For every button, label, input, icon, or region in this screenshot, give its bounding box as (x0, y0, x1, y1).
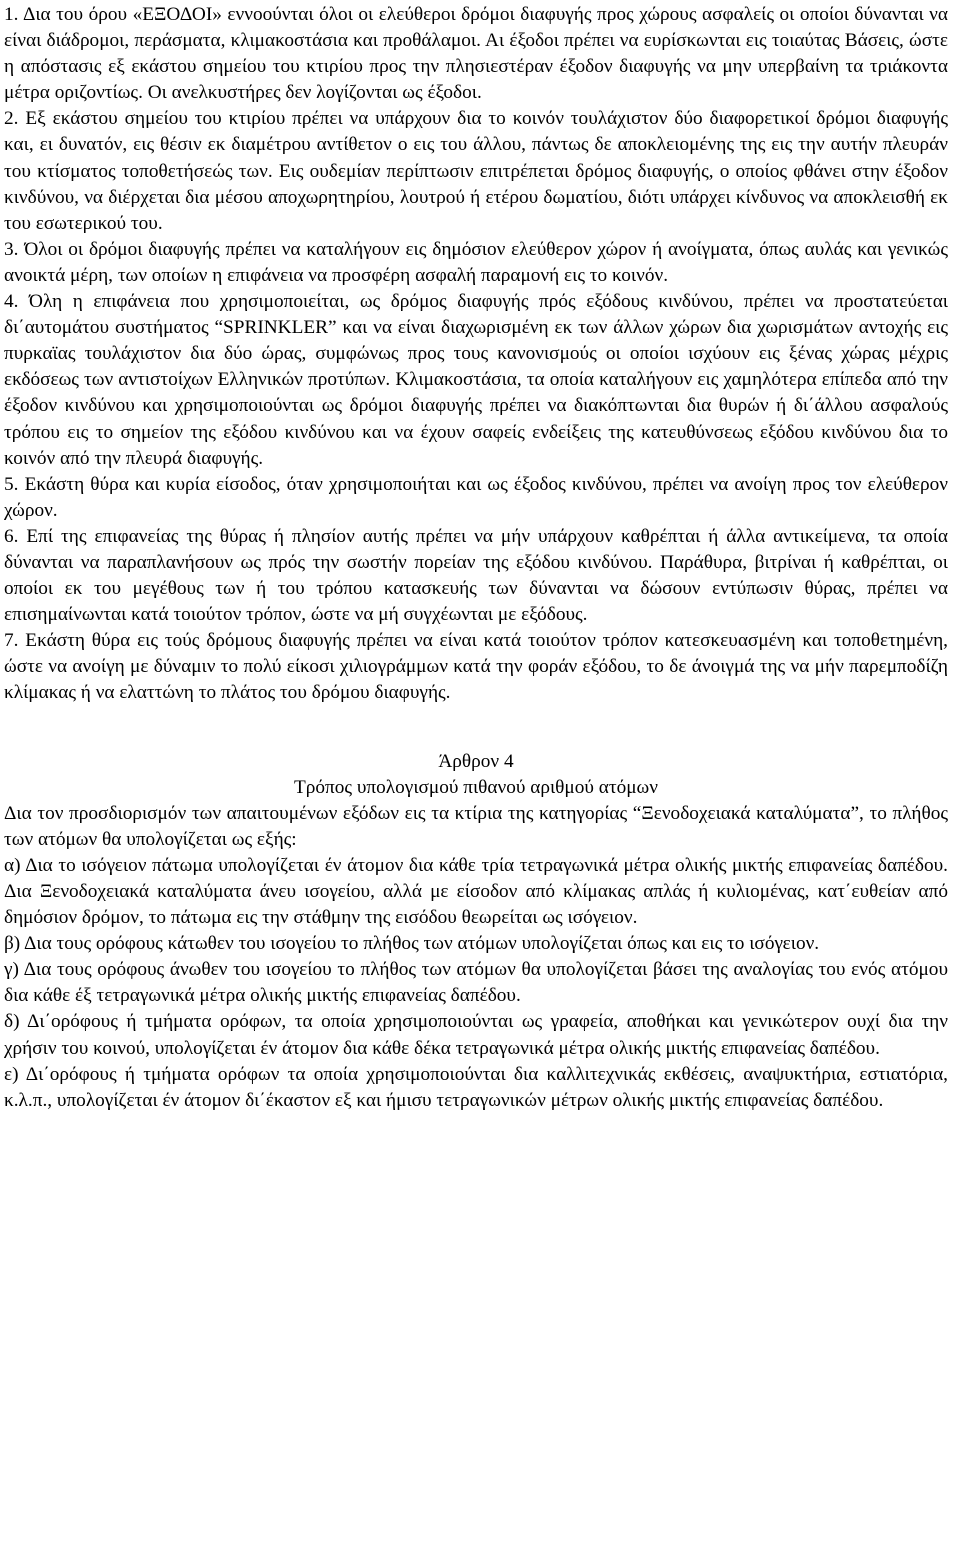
clause-label: δ) (4, 1011, 20, 1033)
clause-text: Δια τους ορόφους κάτωθεν του ισογείου το πλήθος των ατόμων υπολογίζεται όπως και εις το ισόγειον. (24, 933, 820, 955)
item-text: Εκάστη θύρα και κυρία είσοδος, όταν χρησιμοποιήται και ως έξοδος κινδύνου, πρέπει να ανοίγη προς τον ελεύθερον χώρον. (4, 473, 949, 521)
clause-text: Δια το ισόγειον πάτωμα υπολογίζεται έν άτομον δια κάθε τρία τετραγωνικά μέτρα ολικής μικτής επιφανείας δαπέδου. Δια Ξενοδοχειακά καταλύματα άνευ ισογείου, αλλά με είσοδον από κλίμακας απλάς ή κυλιομένας, κατ΄ευθείαν από δημόσιον δρόμον, το πάτωμα εις την στάθμην της εισόδου θεωρείται ως ισόγειον. (4, 854, 948, 929)
item-4 (4, 289, 948, 472)
item-text: Επί της επιφανείας της θύρας ή πλησίον αυτής πρέπει να μήν υπάρχουν καθρέπται ή άλλα αντικείμενα, τα οποία δύνανται να παραπλανήσουν ως πρός την σωστήν πορείαν της εξόδου κινδύνου. Παράθυρα, βιτρίναι ή καθρέπται, οι οποίοι εκ του μεγέθους των ή του τρόπου κατασκευής των δύνανται να δώσουν εντύπωσιν θύρας, πρέπει να επισημαίνωνται κατά τοιούτον τρόπον, ώστε να μή συγχέωνται με εξόδους. (4, 525, 948, 626)
clause-label: γ) (4, 959, 19, 981)
item-5 (4, 472, 948, 524)
item-2 (4, 106, 948, 236)
item-number: 7. (4, 630, 19, 652)
clause-d (4, 1009, 948, 1061)
item-1 (4, 2, 948, 106)
clause-label: α) (4, 854, 21, 876)
item-number: 6. (4, 525, 19, 547)
item-number: 1. (4, 4, 19, 25)
item-text: Εκάστη θύρα εις τούς δρόμους διαφυγής πρέπει να είναι κατά τοιούτον τρόπον κατεσκευασμένη και τοποθετημένη, ώστε να ανοίγη με δύναμιν το πολύ είκοσι χιλιογράμμων κατά την φοράν εξόδου, το δε άνοιγμά της να μήν παρεμποδίζη κλίμακας ή να ελαττώνη το πλάτος του δρόμου διαφυγής. (4, 630, 949, 704)
item-text: Όλοι οι δρόμοι διαφυγής πρέπει να καταλήγουν εις δημόσιον ελεύθερον χώρον ή ανοίγματα, όπως αυλάς και γενικώς ανοικτά μέρη, των οποίων η επιφάνεια να προσφέρη ασφαλή παραμονή εις το κοινόν. (4, 238, 948, 286)
item-number: 5. (4, 473, 19, 495)
article-intro: Δια τον προσδιορισμόν των απαιτουμένων εξόδων εις τα κτίρια της κατηγορίας “Ξενοδοχειακά καταλύματα”, το πλήθος των ατόμων θα υπολογίζεται ως εξής: (4, 802, 948, 850)
clause-text: Δι΄ορόφους ή τμήματα ορόφων, τα οποία χρησιμοποιούνται ως γραφεία, αποθήκαι και γενικώτερον ουχί δια την χρήσιν του κοινού, υπολογίζεται έν άτομον δια κάθε δέκα τετραγωνικά μέτρα ολικής μικτής επιφανείας δαπέδου. (4, 1011, 948, 1059)
clause-a (4, 853, 948, 931)
section-spacer (4, 707, 948, 749)
clause-e (4, 1062, 948, 1114)
article-subtitle: Τρόπος υπολογισμού πιθανού αριθμού ατόμων (294, 776, 658, 798)
item-number: 3. (4, 238, 19, 260)
item-text: Εξ εκάστου σημείου του κτιρίου πρέπει να υπάρχουν δια το κοινόν τουλάχιστον δύο διαφορετικοί δρόμοι διαφυγής και, ει δυνατόν, εις θέσιν εκ διαμέτρου αντίθετον ο εις του άλλου, πάντως δε αποκλειομένης της εις την αυτήν πλευράν του κτίσματος τοποθετήσεώς των. Εις ουδεμίαν περίπτωσιν επιτρέπεται δρόμος διαφυγής, ο οποίος φθάνει στην έξοδον κινδύνου, να διέρχεται δια μέσου αποχωρητηρίου, λουτρού ή ετέρου δωματίου, διότι υπάρχει κίνδυνος να αποκλεισθή εκ του εσωτερικού του. (4, 108, 948, 234)
item-text: Δια του όρου «ΕΞΟΔΟΙ» εννοούνται όλοι οι ελεύθεροι δρόμοι διαφυγής προς χώρους ασφαλείς οι οποίοι δύνανται να είναι διάδρομοι, περάσματα, κλιμακοστάσια και προθάλαμοι. Αι έξοδοι πρέπει να ευρίσκωνται εις τοιαύτας Βάσεις, ώστε η απόστασις εξ εκάστου σημείου του κτιρίου προς την πλησιεστέραν έξοδον διαφυγής να μην υπερβαίνη τα τριάκοντα μέτρα οριζοντίως. Οι ανελκυστήρες δεν λογίζονται ως έξοδοι. (4, 4, 948, 104)
clause-b (4, 931, 948, 957)
item-6 (4, 524, 948, 628)
item-number: 2. (4, 108, 19, 130)
clause-text: Δια τους ορόφους άνωθεν του ισογείου το πλήθος των ατόμων θα υπολογίζεται βάσει της αναλογίας του ενός ατόμου δια κάθε έξ τετραγωνικά μέτρα ολικής μικτής επιφανείας δαπέδου. (4, 959, 948, 1007)
clause-text: Δι΄ορόφους ή τμήματα ορόφων τα οποία χρησιμοποιούνται δια καλλιτεχνικάς εκθέσεις, αναψυκτήρια, εστιατόρια, κ.λ.π., υπολογίζεται έν άτομον δι΄έκαστον εξ και ήμισυ τετραγωνικών μέτρων ολικής μικτής επιφανείας δαπέδου. (4, 1063, 948, 1111)
item-text: Όλη η επιφάνεια που χρησιμοποιείται, ως δρόμος διαφυγής πρός εξόδους κινδύνου, πρέπει να προστατεύεται δι΄αυτομάτου συστήματος “SPRINKLER” και να είναι διαχωρισμένη εκ των άλλων χώρων δια χωρισμάτων αντοχής εις πυρκαϊας τουλάχιστον δια δύο ώρας, συμφώνως προς τους κανονισμούς οι οποίοι ισχύουν εις ξένας χώρας μέχρις εκδόσεως των αντιστοίχων Ελληνικών προτύπων. Κλιμακοστάσια, τα οποία καταλήγουν εις χαμηλότερα επίπεδα από την έξοδον κινδύνου και χρησιμοποιούνται ως δρόμοι διαφυγής πρέπει να διακόπτωνται δια θυρών ή δι΄άλλου ασφαλούς τρόπου εις το σημείον της εξόδου κινδύνου και να έχουν σαφείς ενδείξεις της κατευθύνσεως εξόδου κινδύνου δια το κοινόν από την πλευρά διαφυγής. (4, 291, 948, 469)
item-3 (4, 237, 948, 289)
item-7 (4, 628, 948, 706)
item-number: 4. (4, 291, 19, 313)
clause-label: β) (4, 933, 21, 955)
article-heading: Άρθρον 4 (438, 750, 514, 772)
clause-label: ε) (4, 1063, 19, 1085)
clause-c (4, 957, 948, 1009)
